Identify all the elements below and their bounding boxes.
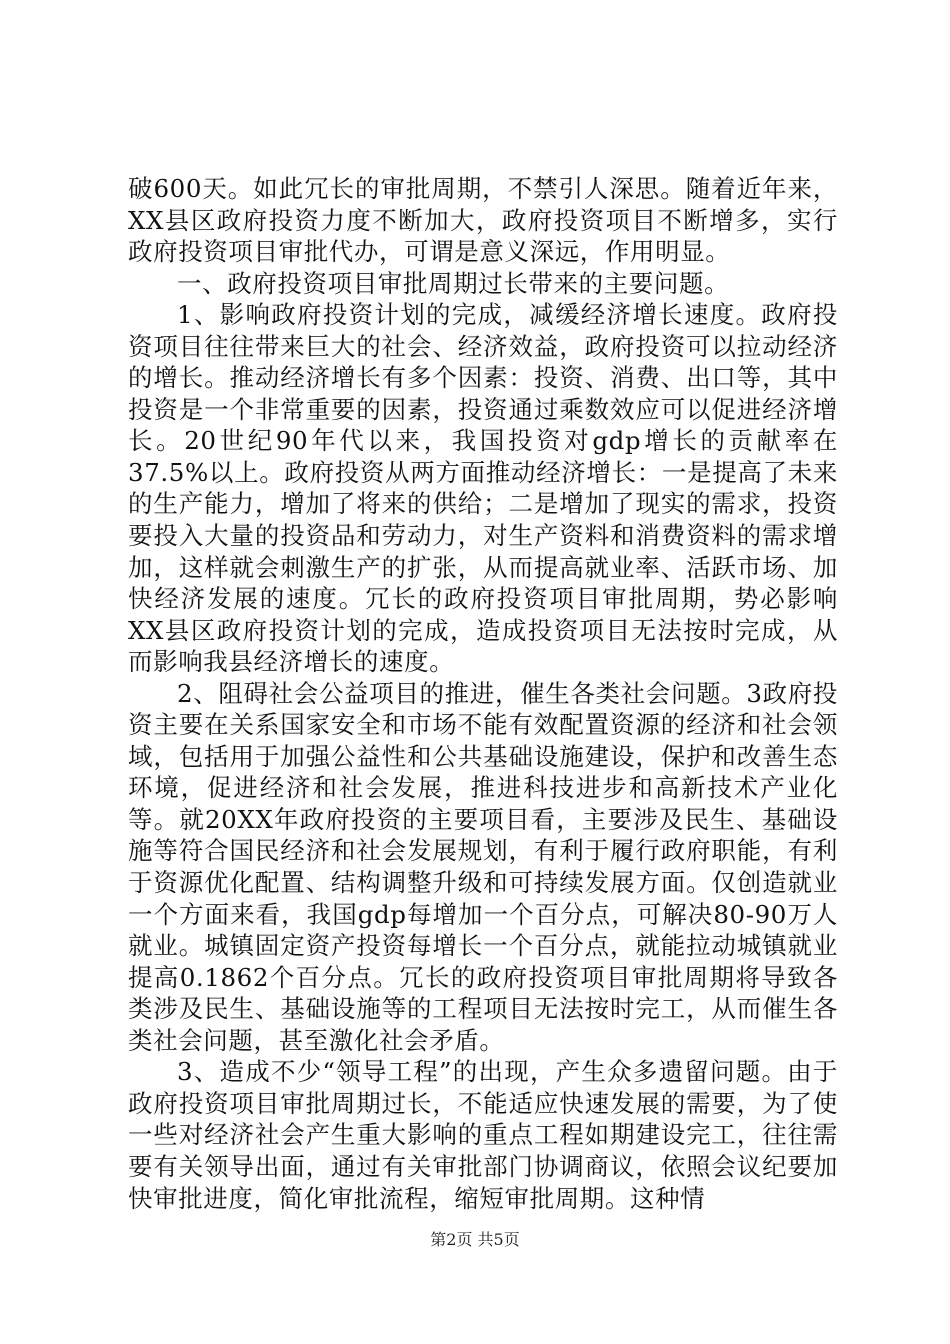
section-heading: 一、政府投资项目审批周期过长带来的主要问题。: [177, 268, 730, 298]
paragraph-point-1: 1、影响政府投资计划的完成，减缓经济增长速度。政府投资项目往往带来巨大的社会、经济效益，政府投资可以拉动经济的增长。推动经济增长有多个因素：投资、消费、出口等，其中投资是一个非常重要的因素，投资通过乘数效应可以促进经济增长。20世纪90年代以来，我国投资对gdp增长的贡献率在37.5%以上。政府投资从两方面推动经济增长：一是提高了未来的生产能力，增加了将来的供给；二是增加了现实的需求，投资要投入大量的投资品和劳动力，对生产资料和消费资料的需求增加，这样就会刺激生产的扩张，从而提高就业率、活跃市场、加快经济发展的速度。冗长的政府投资项目审批周期，势必影响XX县区政府投资计划的完成，造成投资项目无法按时完成，从而影响我县经济增长的速度。: [128, 300, 838, 677]
page-number-footer: 第2页 共5页: [430, 1230, 520, 1249]
paragraph-continuation: 破600天。如此冗长的审批周期，不禁引人深思。随着近年来，XX县区政府投资力度不断加大，政府投资项目不断增多，实行政府投资项目审批代办，可谓是意义深远，作用明显。: [128, 174, 838, 267]
body-text: [128, 173, 838, 1214]
paragraph-point-2: 2、阻碍社会公益项目的推进，催生各类社会问题。3政府投资主要在关系国家安全和市场不能有效配置资源的经济和社会领域，包括用于加强公益性和公共基础设施建设，保护和改善生态环境，促进经济和社会发展，推进科技进步和高新技术产业化等。就20XX年政府投资的主要项目看，主要涉及民生、基础设施等符合国民经济和社会发展规划，有利于履行政府职能，有利于资源优化配置、结构调整升级和可持续发展方面。仅创造就业一个方面来看，我国gdp每增加一个百分点，可解决80-90万人就业。城镇固定资产投资每增长一个百分点，就能拉动城镇就业提高0.1862个百分点。冗长的政府投资项目审批周期将导致各类涉及民生、基础设施等的工程项目无法按时完工，从而催生各类社会问题，甚至激化社会矛盾。: [128, 678, 838, 1055]
paragraph-point-3: 3、造成不少“领导工程”的出现，产生众多遗留问题。由于政府投资项目审批周期过长，不能适应快速发展的需要，为了使一些对经济社会产生重大影响的重点工程如期建设完工，往往需要有关领导出面，通过有关审批部门协调商议，依照会议纪要加快审批进度，简化审批流程，缩短审批周期。这种情: [128, 1057, 838, 1213]
